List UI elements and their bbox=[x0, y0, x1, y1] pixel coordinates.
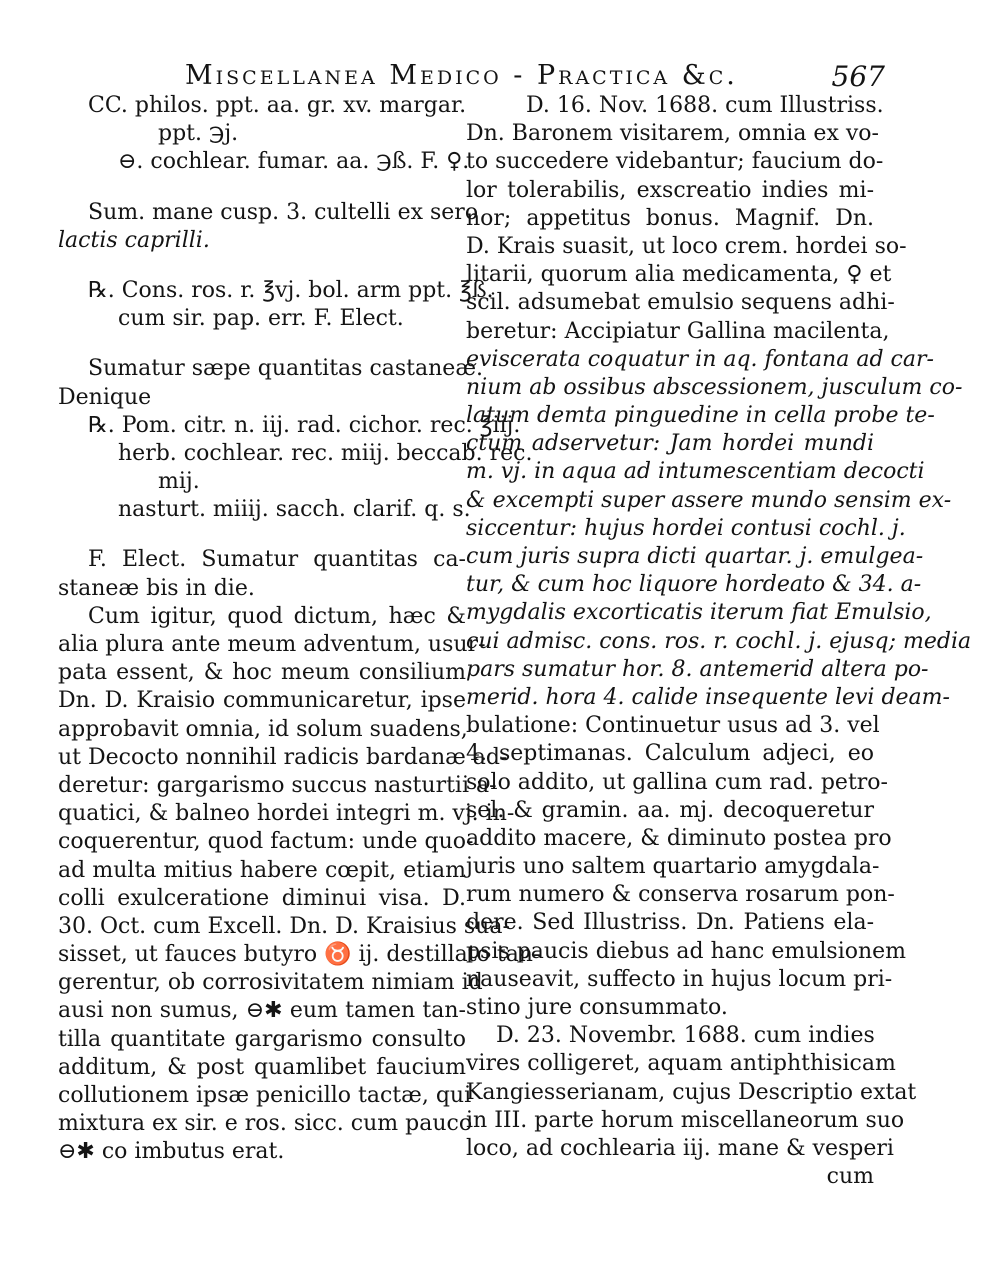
text-line: 4. septimanas. Calculum adjeci, eo bbox=[466, 741, 874, 767]
text-line: nauseavit, suffecto in hujus locum pri- bbox=[466, 966, 893, 992]
text-line: cum juris supra dicti quartar. j. emulgea- bbox=[466, 544, 924, 569]
text-line: Dn. D. Kraisio communicaretur, ipse bbox=[58, 688, 466, 714]
text-line: ℞. Pom. citr. n. iij. rad. cichor. rec. ℥iij. bbox=[88, 412, 521, 438]
text-line: solo addito, ut gallina cum rad. petro- bbox=[466, 769, 888, 795]
left-column bbox=[58, 92, 541, 1167]
text-line: tur, & cum hoc liquore hordeato & 34. a- bbox=[466, 572, 922, 598]
text-line: deretur: gargarismo succus nasturtii a- bbox=[58, 772, 497, 798]
text-line: eviscerata coquatur in aq. fontana ad car- bbox=[466, 346, 934, 372]
text-line: cum sir. pap. err. F. Elect. bbox=[118, 306, 404, 332]
text-line: ausi non sumus, ⊖✱ eum tamen tan- bbox=[58, 998, 466, 1024]
text-line: & excempti super assere mundo sensim ex- bbox=[466, 487, 952, 513]
text-line: rum numero & conserva rosarum pon- bbox=[466, 882, 895, 908]
text-line: bulatione: Continuetur usus ad 3. vel bbox=[466, 713, 880, 739]
text-line: m. vj. in aqua ad intumescentiam decocti bbox=[466, 459, 925, 485]
page-number: 567 bbox=[831, 60, 885, 93]
running-header bbox=[185, 60, 885, 96]
text-line: ⊖. cochlear. fumar. aa. ℈ß. F. ♀. bbox=[118, 149, 470, 175]
text-line: psis paucis diebus ad hanc emulsionem bbox=[466, 938, 907, 964]
text-line: D. 16. Nov. 1688. cum Illustriss. bbox=[526, 93, 884, 118]
running-title: Miscellanea Medico - Practica &c. bbox=[185, 60, 738, 91]
text-line: mygdalis excorticatis iterum fiat Emulsio, bbox=[466, 600, 932, 626]
text-line: juris uno saltem quartario amygdala- bbox=[466, 854, 880, 880]
text-line: nor; appetitus bonus. Magnif. Dn. bbox=[466, 205, 874, 231]
text-line: CC. philos. ppt. aa. gr. xv. margar. bbox=[88, 93, 467, 118]
text-line: quatici, & balneo hordei integri m. vj. in- bbox=[58, 801, 515, 827]
text-line: siccentur: hujus hordei contusi cochl. j. bbox=[466, 515, 906, 541]
text-line: pars sumatur hor. 8. antemerid altera po- bbox=[466, 656, 929, 682]
text-line: D. Krais suasit, ut loco crem. hordei so- bbox=[466, 233, 907, 259]
catchword: cum bbox=[826, 1164, 874, 1190]
text-line: latum demta pinguedine in cella probe te- bbox=[466, 403, 935, 429]
right-column bbox=[466, 92, 972, 1191]
text-line: Sum. mane cusp. 3. cultelli ex sero bbox=[88, 199, 479, 225]
text-line: nium ab ossibus abscessionem, jusculum co- bbox=[466, 374, 963, 400]
text-line: lor tolerabilis, exscreatio indies mi- bbox=[466, 177, 874, 203]
text-line: to succedere videbantur; faucium do- bbox=[466, 149, 884, 175]
text-line: sel. & gramin. aa. mj. decoqueretur bbox=[466, 797, 874, 823]
text-line: tilla quantitate gargarismo consulto bbox=[58, 1026, 466, 1052]
text-line: beretur: Accipiatur Gallina macilenta, bbox=[466, 318, 890, 344]
text-line: pata essent, & hoc meum consilium bbox=[58, 660, 466, 686]
text-line: Cum igitur, quod dictum, hæc & bbox=[88, 603, 466, 629]
text-line: lactis caprilli. bbox=[58, 227, 210, 253]
text-line: vires colligeret, aquam antiphthisicam bbox=[466, 1051, 896, 1077]
text-line: ctum adservetur: Jam hordei mundi bbox=[466, 431, 874, 457]
text-line: litarii, quorum alia medicamenta, ♀ et bbox=[466, 262, 892, 288]
text-line: scil. adsumebat emulsio sequens adhi- bbox=[466, 290, 895, 316]
text-line: ad multa mitius habere cœpit, etiam bbox=[58, 857, 466, 883]
text-line: Kangiesserianam, cujus Descriptio extat bbox=[466, 1079, 917, 1105]
text-line: coquerentur, quod factum: unde quo- bbox=[58, 829, 474, 855]
text-line: nasturt. miiij. sacch. clarif. q. s. bbox=[118, 497, 471, 523]
text-line: mixtura ex sir. e ros. sicc. cum pauco bbox=[58, 1111, 473, 1137]
text-line: alia plura ante meum adventum, usur- bbox=[58, 632, 486, 657]
text-line: ℞. Cons. ros. r. ℥vj. bol. arm ppt. ℥ß. bbox=[88, 277, 494, 303]
text-line: in III. parte horum miscellaneorum suo bbox=[466, 1107, 905, 1133]
text-line: Dn. Baronem visitarem, omnia ex vo- bbox=[466, 121, 879, 147]
text-line: approbavit omnia, id solum suadens, bbox=[58, 716, 468, 742]
text-line: ⊖✱ co imbutus erat. bbox=[58, 1139, 285, 1165]
text-line: 30. Oct. cum Excell. Dn. D. Kraisius sua- bbox=[58, 913, 510, 939]
text-line: ut Decocto nonnihil radicis bardanæ ad- bbox=[58, 744, 508, 770]
text-line: collutionem ipsæ penicillo tactæ, qui bbox=[58, 1083, 472, 1108]
text-line: colli exulceratione diminui visa. D. bbox=[58, 885, 466, 911]
text-line: Denique bbox=[58, 384, 152, 410]
text-line: sisset, ut fauces butyro ♉ ij. destillato tan- bbox=[58, 942, 541, 968]
text-line: F. Elect. Sumatur quantitas ca- bbox=[88, 547, 466, 573]
text-line: D. 23. Novembr. 1688. cum indies bbox=[496, 1023, 875, 1049]
text-line: cui admisc. cons. ros. r. cochl. j. ejusq; media bbox=[466, 628, 972, 654]
text-line: dere. Sed Illustriss. Dn. Patiens ela- bbox=[466, 910, 874, 936]
text-line: mij. bbox=[158, 469, 200, 495]
text-line: staneæ bis in die. bbox=[58, 575, 255, 601]
text-line: merid. hora 4. calide insequente levi deam- bbox=[466, 684, 950, 710]
text-line: stino jure consummato. bbox=[466, 995, 728, 1020]
text-line: additum, & post quamlibet faucium bbox=[58, 1054, 466, 1080]
text-line: loco, ad cochlearia iij. mane & vesperi bbox=[466, 1135, 894, 1161]
text-line: ppt. ℈j. bbox=[158, 121, 239, 147]
text-line: gerentur, ob corrosivitatem nimiam id bbox=[58, 970, 483, 996]
text-line: herb. cochlear. rec. miij. beccab. rec. bbox=[118, 440, 533, 466]
text-line: Sumatur sæpe quantitas castaneæ. bbox=[88, 356, 484, 382]
text-line: addito macere, & diminuto postea pro bbox=[466, 825, 892, 851]
